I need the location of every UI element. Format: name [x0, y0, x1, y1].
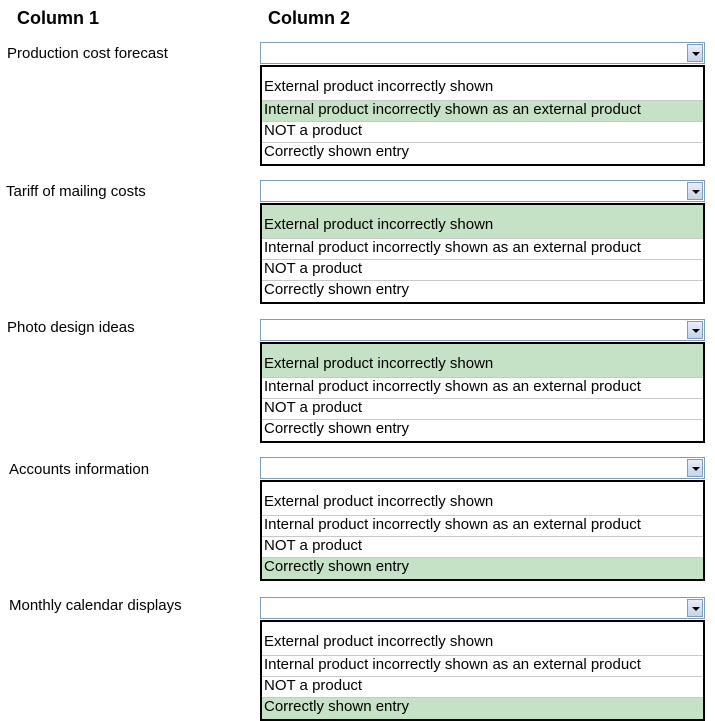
option-correctly-shown[interactable]: Correctly shown entry	[262, 558, 703, 579]
row-label-monthly-calendar-displays: Monthly calendar displays	[9, 597, 182, 614]
row-4-options-list	[260, 480, 705, 581]
option-external-incorrect[interactable]: External product incorrectly shown	[262, 67, 703, 101]
row-label-tariff-of-mailing-costs: Tariff of mailing costs	[6, 183, 146, 200]
option-external-incorrect[interactable]: External product incorrectly shown	[262, 482, 703, 516]
option-internal-as-external[interactable]: Internal product incorrectly shown as an external product	[262, 378, 703, 399]
option-correctly-shown[interactable]: Correctly shown entry	[262, 698, 703, 719]
chevron-down-icon	[692, 190, 700, 194]
option-internal-as-external[interactable]: Internal product incorrectly shown as an external product	[262, 239, 703, 260]
option-not-a-product[interactable]: NOT a product	[262, 260, 703, 281]
dropdown-button[interactable]	[687, 182, 703, 200]
row-label-accounts-information: Accounts information	[9, 461, 150, 478]
row-3-dropdown[interactable]	[260, 319, 705, 341]
chevron-down-icon	[692, 329, 700, 333]
chevron-down-icon	[692, 52, 700, 56]
row-2-options-list	[260, 203, 705, 304]
option-correctly-shown[interactable]: Correctly shown entry	[264, 143, 410, 160]
row-2-dropdown[interactable]	[260, 180, 705, 202]
dropdown-button[interactable]	[687, 44, 703, 62]
row-3-options-list	[260, 342, 705, 443]
option-external-incorrect[interactable]: External product incorrectly shown	[262, 344, 703, 378]
row-4-dropdown[interactable]	[260, 457, 705, 479]
column-2-header: Column 2	[268, 8, 351, 28]
chevron-down-icon	[692, 467, 700, 471]
option-internal-as-external[interactable]: Internal product incorrectly shown as an external product	[262, 101, 703, 122]
row-1-dropdown[interactable]	[260, 42, 705, 64]
row-5-dropdown[interactable]	[260, 597, 705, 619]
dropdown-button[interactable]	[687, 599, 703, 617]
chevron-down-icon	[692, 607, 700, 611]
row-label-photo-design-ideas: Photo design ideas	[7, 319, 135, 336]
option-not-a-product[interactable]: NOT a product	[262, 122, 703, 143]
row-label-production-cost-forecast: Production cost forecast	[7, 45, 168, 62]
option-external-incorrect[interactable]: External product incorrectly shown	[262, 205, 703, 239]
dropdown-button[interactable]	[687, 459, 703, 477]
option-external-incorrect[interactable]: External product incorrectly shown	[262, 622, 703, 656]
column-1-header: Column 1	[17, 8, 100, 28]
dropdown-button[interactable]	[687, 321, 703, 339]
option-correctly-shown[interactable]: Correctly shown entry	[264, 420, 410, 437]
option-internal-as-external[interactable]: Internal product incorrectly shown as an external product	[262, 516, 703, 537]
option-not-a-product[interactable]: NOT a product	[262, 399, 703, 420]
option-not-a-product[interactable]: NOT a product	[262, 537, 703, 558]
row-1-options-list	[260, 65, 705, 166]
option-internal-as-external[interactable]: Internal product incorrectly shown as an external product	[262, 656, 703, 677]
option-correctly-shown[interactable]: Correctly shown entry	[264, 281, 410, 298]
option-not-a-product[interactable]: NOT a product	[262, 677, 703, 698]
row-5-options-list	[260, 620, 705, 721]
